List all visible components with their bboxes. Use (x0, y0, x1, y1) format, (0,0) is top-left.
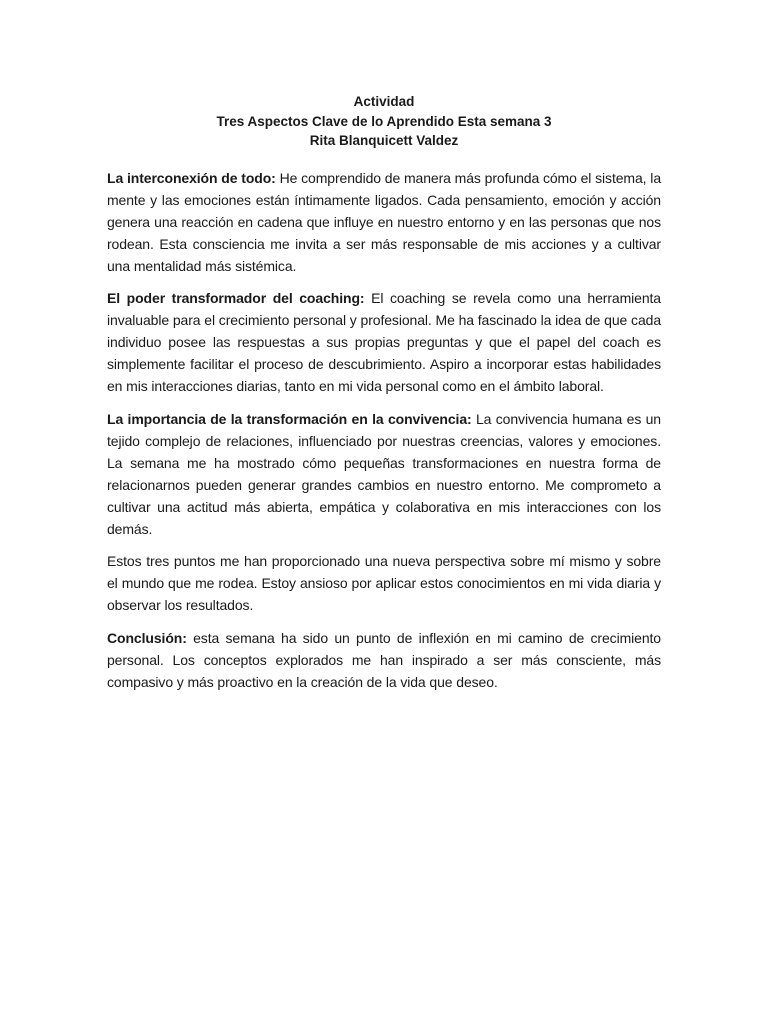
paragraph-lead: La interconexión de todo: (107, 169, 276, 186)
paragraph-coaching (107, 287, 661, 397)
paragraph-interconexion (107, 167, 661, 277)
activity-title: Actividad (353, 94, 415, 109)
paragraph-lead: El poder transformador del coaching: (107, 290, 365, 306)
paragraph-conclusion (107, 627, 661, 693)
paragraph-text: La convivencia humana es un tejido complejo de relaciones, influenciado por nuestras creencias, valores y emociones. La semana me ha mostrado cómo pequeñas transformaciones en nuestra forma de relacionarnos pueden generar grandes cambios en nuestro entorno. Me comprometo a cultivar una actitud más abierta, empática y colaborativa en mis interacciones con los demás. (107, 410, 661, 537)
paragraph-text: He comprendido de manera más profunda cómo el sistema, la mente y las emociones están íntimamente ligados. Cada pensamiento, emoción y acción genera una reacción en cadena que influye en nuestro entorno y en las personas que nos rodean. Esta consciencia me invita a ser más responsable de mis acciones y a cultivar una mentalidad más sistémica. (107, 169, 661, 274)
author-name: Rita Blanquicett Valdez (309, 133, 459, 148)
document-subtitle: Tres Aspectos Clave de lo Aprendido Esta semana 3 (216, 113, 552, 129)
paragraph-text: esta semana ha sido un punto de inflexión en mi camino de crecimiento personal. Los conceptos explorados me han inspirado a ser más consciente, más compasivo y más proactivo en la creación de la vida que deseo. (107, 629, 661, 690)
paragraph-lead: La importancia de la transformación en la convivencia: (107, 410, 472, 427)
paragraph-text: Estos tres puntos me han proporcionado una nueva perspectiva sobre mí mismo y sobre el mundo que me rodea. Estoy ansioso por aplicar estos conocimientos en mi vida diaria y observar los resultados. (107, 553, 661, 613)
document-page (107, 92, 661, 703)
paragraph-convivencia (107, 408, 661, 540)
paragraph-text: El coaching se revela como una herramienta invaluable para el crecimiento personal y profesional. Me ha fascinado la idea de que cada individuo posee las respuestas a sus propias preguntas y que el papel del coach es simplemente facilitar el proceso de descubrimiento. Aspiro a incorporar estas habilidades en mis interacciones diarias, tanto en mi vida personal como en el ámbito laboral. (107, 290, 661, 394)
paragraph-reflexion (107, 550, 661, 616)
document-header (107, 92, 661, 151)
paragraph-lead: Conclusión: (107, 629, 187, 646)
